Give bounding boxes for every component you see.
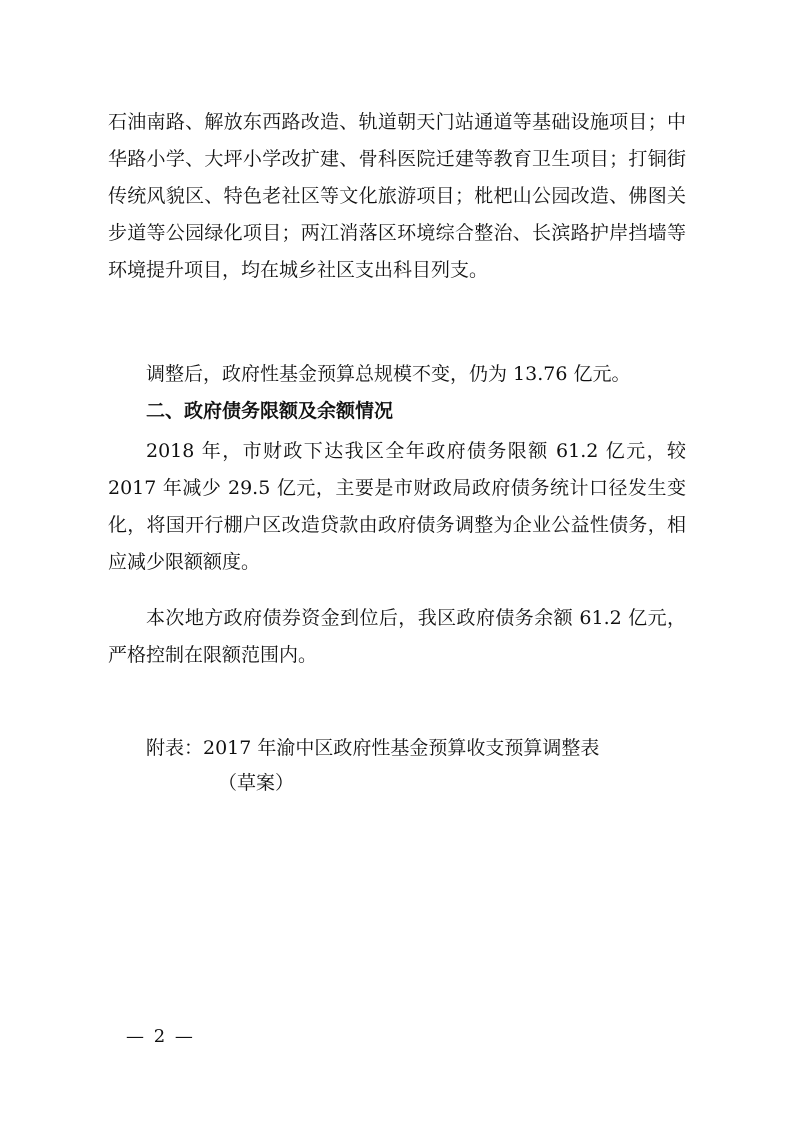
- paragraph-adjusted-total: 调整后，政府性基金预算总规模不变，仍为 13.76 亿元。: [146, 363, 631, 385]
- paragraph-project-list: 石油南路、解放东西路改造、轨道朝天门站通道等基础设施项目；中华路小学、大坪小学改扩建、骨科医院迁建等教育卫生项目；打铜街传统风貌区、特色老社区等文化旅游项目；枇杷山公园改造、佛图关步道等公园绿化项目；两江消落区环境综合整治、长滨路护岸挡墙等环境提升项目，均在城乡社区支出科目列支。: [108, 111, 686, 281]
- attachment-draft-note: （草案）: [218, 772, 295, 794]
- paragraph-debt-balance: 本次地方政府债券资金到位后，我区政府债务余额 61.2 亿元，严格控制在限额范围内。: [108, 607, 686, 666]
- paragraph-debt-limit: 2018 年，市财政下达我区全年政府债务限额 61.2 亿元，较 2017 年减少 29.5 亿元，主要是市财政局政府债务统计口径发生变化，将国开行棚户区改造贷款由政府债务调整为企业公益性债务，相应减少限额额度。: [108, 440, 686, 573]
- attachment-title: 附表：2017 年渝中区政府性基金预算收支预算调整表: [146, 737, 600, 759]
- page-number: — 2 —: [126, 1026, 195, 1047]
- section-heading-debt: 二、政府债务限额及余额情况: [146, 400, 394, 422]
